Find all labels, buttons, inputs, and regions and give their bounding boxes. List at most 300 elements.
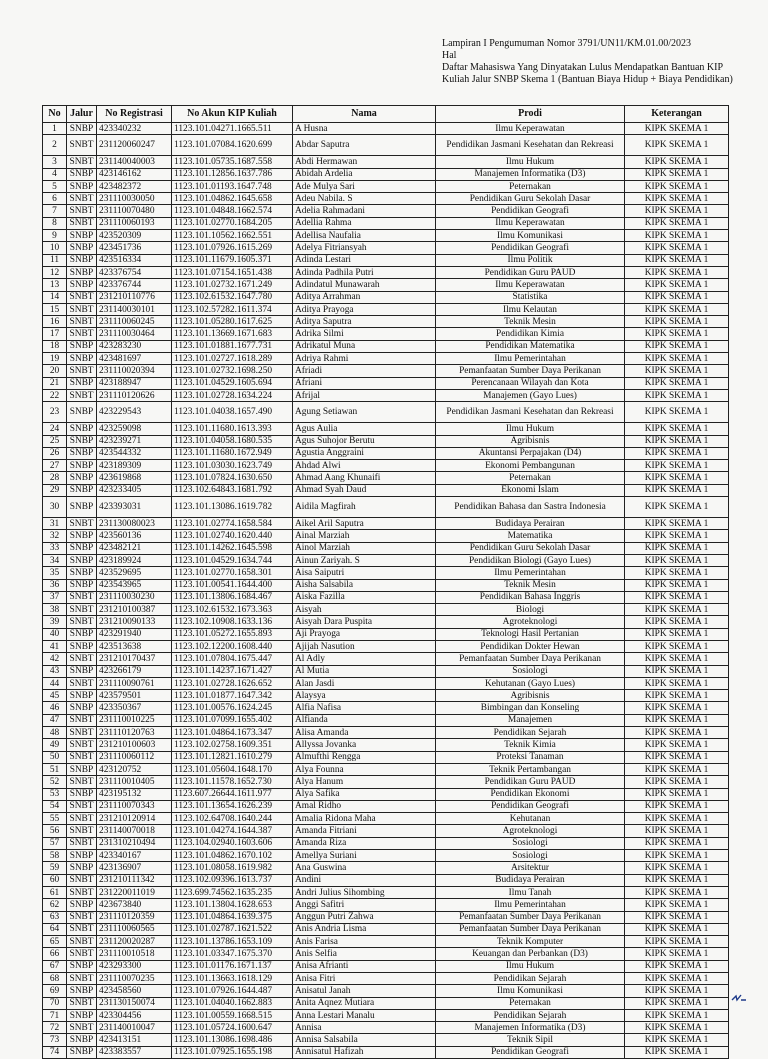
cell-remarks: KIPK SKEMA 1 (625, 714, 729, 726)
table-row (43, 960, 729, 972)
cell-name: Aisyah (293, 604, 436, 616)
cell-registration: 423340232 (97, 123, 172, 135)
cell-kip-account: 1123.101.01193.1647.748 (172, 180, 293, 192)
cell-remarks: KIPK SKEMA 1 (625, 135, 729, 156)
cell-jalur: SNBP (67, 788, 97, 800)
cell-remarks: KIPK SKEMA 1 (625, 1022, 729, 1034)
cell-kip-account: 1123.101.04271.1665.511 (172, 123, 293, 135)
cell-no: 38 (43, 604, 67, 616)
cell-registration: 231210110776 (97, 291, 172, 303)
cell-remarks: KIPK SKEMA 1 (625, 1046, 729, 1058)
cell-name: Alya Founna (293, 763, 436, 775)
cell-kip-account: 1123.101.07926.1615.269 (172, 242, 293, 254)
cell-name: Adrikatul Muna (293, 340, 436, 352)
cell-kip-account: 1123.101.02732.1671.249 (172, 279, 293, 291)
cell-no: 4 (43, 168, 67, 180)
cell-study-program: Ilmu Tanah (436, 886, 625, 898)
cell-no: 47 (43, 714, 67, 726)
cell-no: 72 (43, 1022, 67, 1034)
cell-no: 35 (43, 567, 67, 579)
cell-kip-account: 1123.101.05280.1617.625 (172, 316, 293, 328)
cell-jalur: SNBT (67, 751, 97, 763)
cell-no: 56 (43, 825, 67, 837)
table-row (43, 135, 729, 156)
cell-kip-account: 1123.101.13086.1698.486 (172, 1034, 293, 1046)
cell-study-program: Pendidikan Dokter Hewan (436, 640, 625, 652)
cell-remarks: KIPK SKEMA 1 (625, 665, 729, 677)
cell-kip-account: 1123.101.00576.1624.245 (172, 702, 293, 714)
table-header-row (43, 106, 729, 123)
cell-remarks: KIPK SKEMA 1 (625, 242, 729, 254)
cell-name: Al Adly (293, 653, 436, 665)
cell-name: Aditya Saputra (293, 316, 436, 328)
cell-study-program: Proteksi Tanaman (436, 751, 625, 763)
cell-no: 62 (43, 899, 67, 911)
cell-study-program: Pendidikan Jasmani Kesehatan dan Rekreasi (436, 135, 625, 156)
cell-name: Agus Aulia (293, 423, 436, 435)
table-row (43, 948, 729, 960)
cell-remarks: KIPK SKEMA 1 (625, 518, 729, 530)
table-row (43, 604, 729, 616)
cell-jalur: SNBT (67, 911, 97, 923)
cell-no: 65 (43, 936, 67, 948)
cell-study-program: Agribisnis (436, 435, 625, 447)
cell-registration: 231110120359 (97, 911, 172, 923)
cell-remarks: KIPK SKEMA 1 (625, 542, 729, 554)
table-row (43, 402, 729, 423)
table-row (43, 862, 729, 874)
cell-remarks: KIPK SKEMA 1 (625, 254, 729, 266)
cell-kip-account: 1123.101.01176.1671.137 (172, 960, 293, 972)
cell-study-program: Ilmu Hukum (436, 423, 625, 435)
cell-study-program: Ilmu Pemerintahan (436, 567, 625, 579)
cell-kip-account: 1123.101.11679.1605.371 (172, 254, 293, 266)
cell-study-program: Pendidikan Geografi (436, 800, 625, 812)
cell-kip-account: 1123.101.04274.1644.387 (172, 825, 293, 837)
table-row (43, 837, 729, 849)
cell-remarks: KIPK SKEMA 1 (625, 156, 729, 168)
cell-remarks: KIPK SKEMA 1 (625, 702, 729, 714)
cell-registration: 423136907 (97, 862, 172, 874)
cell-kip-account: 1123.102.64843.1681.792 (172, 484, 293, 496)
cell-name: Abdi Hermawan (293, 156, 436, 168)
cell-study-program: Ilmu Keperawatan (436, 279, 625, 291)
cell-name: Adelya Fitriansyah (293, 242, 436, 254)
cell-study-program: Bimbingan dan Konseling (436, 702, 625, 714)
cell-jalur: SNBT (67, 205, 97, 217)
cell-study-program: Pendidikan Sejarah (436, 973, 625, 985)
column-header-no: No (43, 106, 67, 123)
table-row (43, 973, 729, 985)
cell-name: Aidila Magfirah (293, 497, 436, 518)
cell-jalur: SNBT (67, 193, 97, 205)
cell-study-program: Teknik Mesin (436, 579, 625, 591)
cell-no: 71 (43, 1009, 67, 1021)
cell-registration: 231130150074 (97, 997, 172, 1009)
cell-kip-account: 1123.101.02728.1626.652 (172, 677, 293, 689)
cell-registration: 231120020287 (97, 936, 172, 948)
cell-no: 70 (43, 997, 67, 1009)
table-row (43, 435, 729, 447)
cell-name: Anita Aqnez Mutiara (293, 997, 436, 1009)
cell-name: Anna Lestari Manalu (293, 1009, 436, 1021)
cell-registration: 423229543 (97, 402, 172, 423)
cell-jalur: SNBT (67, 217, 97, 229)
cell-remarks: KIPK SKEMA 1 (625, 402, 729, 423)
cell-jalur: SNBP (67, 850, 97, 862)
table-row (43, 242, 729, 254)
cell-study-program: Pendidikan Guru PAUD (436, 776, 625, 788)
cell-jalur: SNBT (67, 156, 97, 168)
cell-no: 60 (43, 874, 67, 886)
cell-registration: 423673840 (97, 899, 172, 911)
cell-name: Agustia Anggraini (293, 447, 436, 459)
cell-registration: 231210111342 (97, 874, 172, 886)
cell-no: 26 (43, 447, 67, 459)
cell-name: Amellya Suriani (293, 850, 436, 862)
cell-jalur: SNBP (67, 497, 97, 518)
cell-kip-account: 1123.101.14262.1645.598 (172, 542, 293, 554)
cell-study-program: Manajemen (436, 714, 625, 726)
cell-study-program: Ilmu Hukum (436, 156, 625, 168)
table-row (43, 193, 729, 205)
cell-study-program: Agribisnis (436, 690, 625, 702)
table-row (43, 690, 729, 702)
cell-name: Amanda Fitriani (293, 825, 436, 837)
cell-registration: 423304456 (97, 1009, 172, 1021)
cell-registration: 231110070235 (97, 973, 172, 985)
cell-registration: 231110030230 (97, 591, 172, 603)
cell-study-program: Pendidikan Guru Sekolah Dasar (436, 193, 625, 205)
cell-jalur: SNBP (67, 665, 97, 677)
cell-jalur: SNBT (67, 948, 97, 960)
cell-remarks: KIPK SKEMA 1 (625, 180, 729, 192)
cell-no: 48 (43, 727, 67, 739)
cell-study-program: Peternakan (436, 472, 625, 484)
cell-name: Andri Julius Sihombing (293, 886, 436, 898)
cell-kip-account: 1123.101.04058.1680.535 (172, 435, 293, 447)
cell-study-program: Sosiologi (436, 837, 625, 849)
cell-no: 33 (43, 542, 67, 554)
cell-jalur: SNBP (67, 530, 97, 542)
cell-no: 59 (43, 862, 67, 874)
table-row (43, 377, 729, 389)
cell-kip-account: 1123.101.11680.1613.393 (172, 423, 293, 435)
cell-kip-account: 1123.101.10562.1662.551 (172, 230, 293, 242)
cell-remarks: KIPK SKEMA 1 (625, 948, 729, 960)
cell-study-program: Pendidikan Geografi (436, 242, 625, 254)
cell-kip-account: 1123.101.05604.1648.170 (172, 763, 293, 775)
cell-kip-account: 1123.101.02728.1634.224 (172, 389, 293, 401)
table-row (43, 291, 729, 303)
table-row (43, 156, 729, 168)
cell-remarks: KIPK SKEMA 1 (625, 727, 729, 739)
table-row (43, 303, 729, 315)
cell-kip-account: 1123.101.04040.1662.883 (172, 997, 293, 1009)
student-list-table (42, 105, 729, 1059)
cell-registration: 423481697 (97, 353, 172, 365)
cell-kip-account: 1123.101.04864.1639.375 (172, 911, 293, 923)
cell-registration: 423233405 (97, 484, 172, 496)
cell-registration: 231110020394 (97, 365, 172, 377)
column-header-name: Nama (293, 106, 436, 123)
cell-name: Ainal Marziah (293, 530, 436, 542)
cell-name: Ahmad Syah Daud (293, 484, 436, 496)
table-row (43, 788, 729, 800)
cell-registration: 423376744 (97, 279, 172, 291)
cell-kip-account: 1123.101.05272.1655.893 (172, 628, 293, 640)
column-header-study-program: Prodi (436, 106, 625, 123)
cell-registration: 231140030101 (97, 303, 172, 315)
cell-remarks: KIPK SKEMA 1 (625, 653, 729, 665)
cell-no: 66 (43, 948, 67, 960)
cell-remarks: KIPK SKEMA 1 (625, 423, 729, 435)
cell-jalur: SNBP (67, 690, 97, 702)
cell-no: 74 (43, 1046, 67, 1058)
cell-name: Amanda Riza (293, 837, 436, 849)
cell-name: Annisa Salsabila (293, 1034, 436, 1046)
cell-study-program: Agroteknologi (436, 616, 625, 628)
cell-remarks: KIPK SKEMA 1 (625, 751, 729, 763)
cell-kip-account: 1123.101.04864.1673.347 (172, 727, 293, 739)
cell-remarks: KIPK SKEMA 1 (625, 837, 729, 849)
cell-remarks: KIPK SKEMA 1 (625, 579, 729, 591)
cell-registration: 231140070018 (97, 825, 172, 837)
cell-jalur: SNBP (67, 1009, 97, 1021)
table-row (43, 874, 729, 886)
cell-kip-account: 1123.101.13806.1684.467 (172, 591, 293, 603)
cell-remarks: KIPK SKEMA 1 (625, 291, 729, 303)
cell-kip-account: 1123.101.04862.1645.658 (172, 193, 293, 205)
cell-no: 45 (43, 690, 67, 702)
cell-kip-account: 1123.101.02774.1658.584 (172, 518, 293, 530)
cell-registration: 423266179 (97, 665, 172, 677)
cell-study-program: Ilmu Keperawatan (436, 123, 625, 135)
cell-remarks: KIPK SKEMA 1 (625, 739, 729, 751)
cell-no: 23 (43, 402, 67, 423)
cell-kip-account: 1123.699.74562.1635.235 (172, 886, 293, 898)
cell-remarks: KIPK SKEMA 1 (625, 800, 729, 812)
cell-kip-account: 1123.101.04529.1605.694 (172, 377, 293, 389)
cell-kip-account: 1123.102.61532.1647.780 (172, 291, 293, 303)
cell-no: 14 (43, 291, 67, 303)
cell-remarks: KIPK SKEMA 1 (625, 788, 729, 800)
table-row (43, 497, 729, 518)
table-row (43, 423, 729, 435)
cell-no: 61 (43, 886, 67, 898)
table-row (43, 389, 729, 401)
cell-study-program: Pendidikan Bahasa Inggris (436, 591, 625, 603)
cell-jalur: SNBT (67, 886, 97, 898)
cell-registration: 231140040003 (97, 156, 172, 168)
table-row (43, 985, 729, 997)
cell-name: Adrika Silmi (293, 328, 436, 340)
cell-name: Aikel Aril Saputra (293, 518, 436, 530)
cell-study-program: Agroteknologi (436, 825, 625, 837)
cell-name: Agung Setiawan (293, 402, 436, 423)
cell-registration: 423383557 (97, 1046, 172, 1058)
cell-no: 28 (43, 472, 67, 484)
cell-kip-account: 1123.101.02727.1618.289 (172, 353, 293, 365)
table-row (43, 776, 729, 788)
cell-remarks: KIPK SKEMA 1 (625, 616, 729, 628)
cell-remarks: KIPK SKEMA 1 (625, 628, 729, 640)
cell-registration: 423513638 (97, 640, 172, 652)
cell-name: Anis Selfia (293, 948, 436, 960)
cell-no: 13 (43, 279, 67, 291)
cell-study-program: Teknologi Hasil Pertanian (436, 628, 625, 640)
cell-no: 1 (43, 123, 67, 135)
cell-study-program: Perencanaan Wilayah dan Kota (436, 377, 625, 389)
cell-name: A Husna (293, 123, 436, 135)
cell-no: 22 (43, 389, 67, 401)
cell-study-program: Ilmu Pemerintahan (436, 899, 625, 911)
cell-jalur: SNBP (67, 640, 97, 652)
cell-kip-account: 1123.101.12856.1637.786 (172, 168, 293, 180)
cell-jalur: SNBP (67, 168, 97, 180)
cell-registration: 231110010405 (97, 776, 172, 788)
cell-kip-account: 1123.101.02770.1684.205 (172, 217, 293, 229)
cell-name: Adellisa Naufalia (293, 230, 436, 242)
cell-kip-account: 1123.102.64708.1640.244 (172, 813, 293, 825)
cell-no: 57 (43, 837, 67, 849)
cell-study-program: Budidaya Perairan (436, 874, 625, 886)
cell-kip-account: 1123.101.12821.1610.279 (172, 751, 293, 763)
cell-name: Amalia Ridona Maha (293, 813, 436, 825)
cell-study-program: Kehutanan (Gayo Lues) (436, 677, 625, 689)
cell-remarks: KIPK SKEMA 1 (625, 899, 729, 911)
table-row (43, 542, 729, 554)
cell-registration: 423376754 (97, 266, 172, 278)
cell-study-program: Pendidikan Geografi (436, 1046, 625, 1058)
table-row (43, 640, 729, 652)
cell-study-program: Teknik Kimia (436, 739, 625, 751)
cell-name: Afriani (293, 377, 436, 389)
cell-study-program: Sosiologi (436, 850, 625, 862)
cell-jalur: SNBP (67, 340, 97, 352)
cell-no: 44 (43, 677, 67, 689)
cell-registration: 423579501 (97, 690, 172, 702)
table-row (43, 800, 729, 812)
cell-no: 37 (43, 591, 67, 603)
table-row (43, 447, 729, 459)
cell-remarks: KIPK SKEMA 1 (625, 604, 729, 616)
table-row (43, 472, 729, 484)
cell-jalur: SNBP (67, 985, 97, 997)
table-row (43, 677, 729, 689)
cell-name: Alaysya (293, 690, 436, 702)
cell-registration: 231110070480 (97, 205, 172, 217)
cell-no: 30 (43, 497, 67, 518)
cell-no: 52 (43, 776, 67, 788)
cell-jalur: SNBT (67, 936, 97, 948)
cell-kip-account: 1123.101.07154.1651.438 (172, 266, 293, 278)
cell-name: Ainol Marziah (293, 542, 436, 554)
cell-registration: 423520309 (97, 230, 172, 242)
table-row (43, 460, 729, 472)
cell-remarks: KIPK SKEMA 1 (625, 365, 729, 377)
cell-registration: 423393031 (97, 497, 172, 518)
cell-no: 27 (43, 460, 67, 472)
cell-no: 12 (43, 266, 67, 278)
cell-remarks: KIPK SKEMA 1 (625, 530, 729, 542)
cell-no: 24 (43, 423, 67, 435)
cell-kip-account: 1123.101.07926.1644.487 (172, 985, 293, 997)
cell-name: Adelia Rahmadani (293, 205, 436, 217)
cell-study-program: Budidaya Perairan (436, 518, 625, 530)
cell-jalur: SNBT (67, 591, 97, 603)
cell-registration: 423482372 (97, 180, 172, 192)
cell-jalur: SNBT (67, 291, 97, 303)
table-row (43, 554, 729, 566)
cell-kip-account: 1123.101.11578.1652.730 (172, 776, 293, 788)
cell-study-program: Pemanfaatan Sumber Daya Perikanan (436, 923, 625, 935)
cell-name: Aisha Salsabila (293, 579, 436, 591)
table-row (43, 180, 729, 192)
cell-jalur: SNBT (67, 616, 97, 628)
table-row (43, 763, 729, 775)
cell-name: Anggun Putri Zahwa (293, 911, 436, 923)
cell-registration: 231110030464 (97, 328, 172, 340)
cell-name: Ade Mulya Sari (293, 180, 436, 192)
cell-name: Ahmad Aang Khunaifi (293, 472, 436, 484)
cell-remarks: KIPK SKEMA 1 (625, 567, 729, 579)
cell-remarks: KIPK SKEMA 1 (625, 377, 729, 389)
cell-kip-account: 1123.104.02940.1603.606 (172, 837, 293, 849)
subject-label: Hal (442, 50, 457, 61)
cell-name: Anis Farisa (293, 936, 436, 948)
cell-registration: 423543965 (97, 579, 172, 591)
cell-remarks: KIPK SKEMA 1 (625, 279, 729, 291)
cell-kip-account: 1123.101.01877.1647.342 (172, 690, 293, 702)
cell-registration: 231120060247 (97, 135, 172, 156)
table-row (43, 266, 729, 278)
cell-kip-account: 1123.101.03030.1623.749 (172, 460, 293, 472)
cell-jalur: SNBP (67, 123, 97, 135)
cell-name: Agus Suhojor Berutu (293, 435, 436, 447)
cell-kip-account: 1123.101.04529.1634.744 (172, 554, 293, 566)
cell-name: Anisatul Janah (293, 985, 436, 997)
table-row (43, 628, 729, 640)
cell-kip-account: 1123.102.09396.1613.737 (172, 874, 293, 886)
cell-no: 63 (43, 911, 67, 923)
cell-jalur: SNBT (67, 389, 97, 401)
cell-name: Adinda Lestari (293, 254, 436, 266)
cell-no: 58 (43, 850, 67, 862)
cell-no: 11 (43, 254, 67, 266)
cell-registration: 423340167 (97, 850, 172, 862)
cell-no: 15 (43, 303, 67, 315)
cell-study-program: Keuangan dan Perbankan (D3) (436, 948, 625, 960)
cell-jalur: SNBP (67, 472, 97, 484)
cell-jalur: SNBT (67, 1022, 97, 1034)
cell-study-program: Pemanfaatan Sumber Daya Perikanan (436, 365, 625, 377)
table-row (43, 1034, 729, 1046)
cell-registration: 423189924 (97, 554, 172, 566)
cell-no: 51 (43, 763, 67, 775)
cell-no: 43 (43, 665, 67, 677)
cell-kip-account: 1123.101.05724.1600.647 (172, 1022, 293, 1034)
cell-jalur: SNBP (67, 180, 97, 192)
cell-study-program: Biologi (436, 604, 625, 616)
cell-remarks: KIPK SKEMA 1 (625, 484, 729, 496)
cell-jalur: SNBT (67, 973, 97, 985)
cell-remarks: KIPK SKEMA 1 (625, 1034, 729, 1046)
cell-no: 73 (43, 1034, 67, 1046)
cell-registration: 231110060193 (97, 217, 172, 229)
table-row (43, 850, 729, 862)
cell-name: Alfia Nafisa (293, 702, 436, 714)
